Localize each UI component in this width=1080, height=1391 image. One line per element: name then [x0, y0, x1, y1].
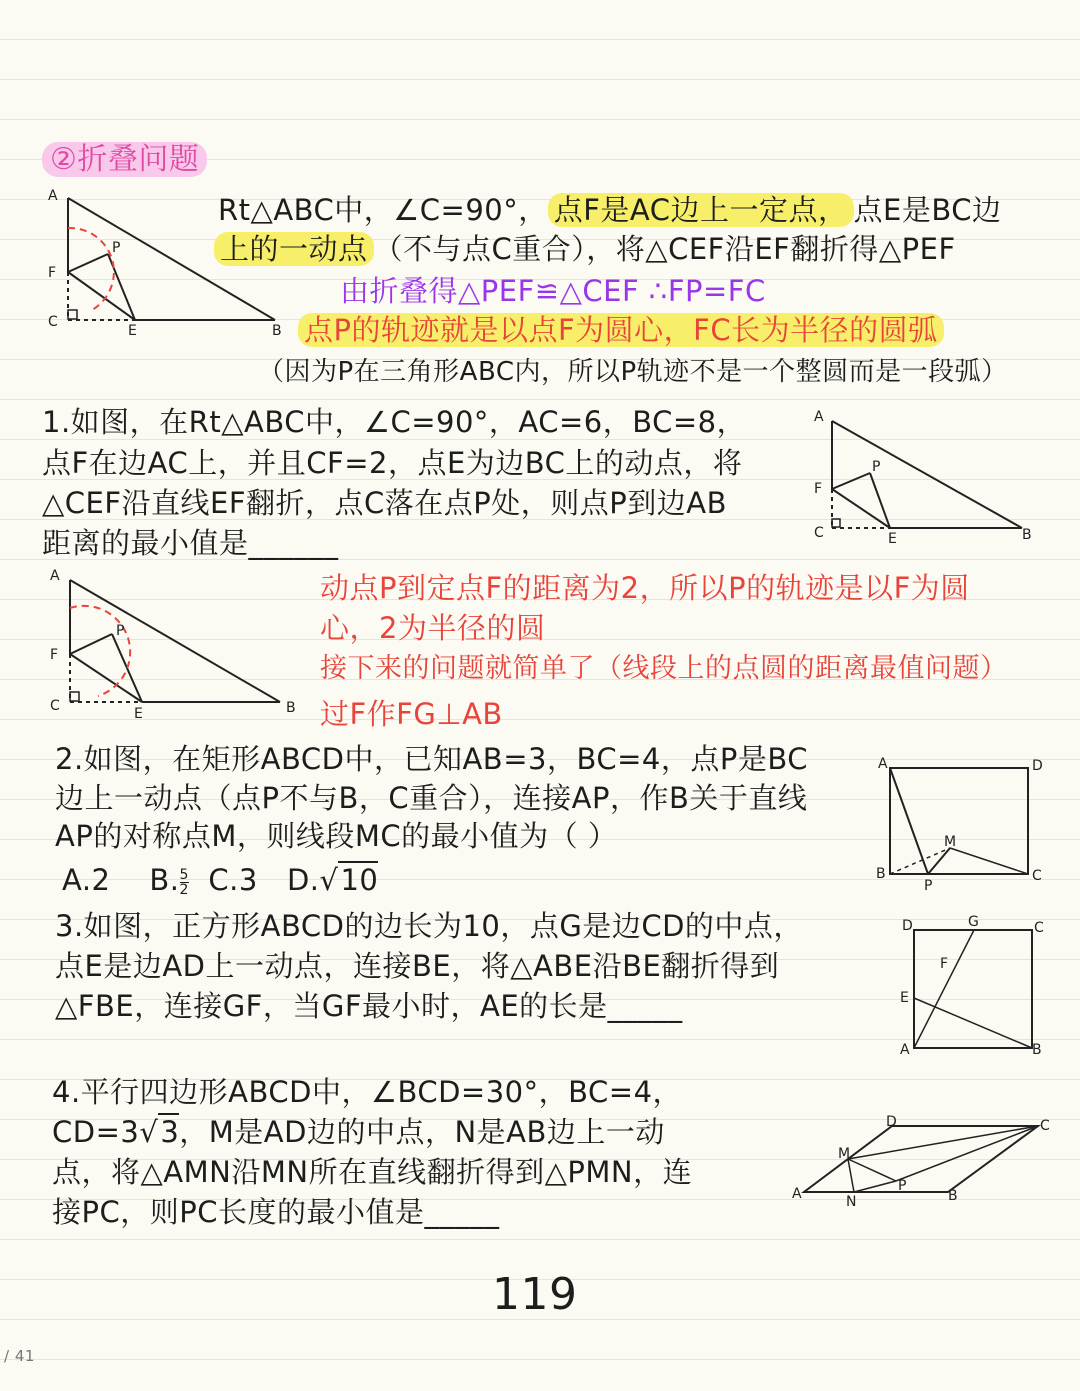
q1s-label-A: A — [50, 568, 60, 584]
q1-line3: △CEF沿直线EF翻折，点C落在点P处，则点P到边AB — [42, 486, 728, 520]
q1-label-P: P — [872, 459, 881, 475]
q4-line1: 4.平行四边形ABCD中，∠BCD=30°，BC=4， — [52, 1075, 683, 1109]
q2-option-b: B. $\frac{5}{2}$ — [149, 863, 189, 898]
page-indicator: / 41 — [4, 1347, 35, 1365]
q1-solution-line4: 过F作FG⊥AB — [320, 697, 503, 731]
q1s-label-P: P — [116, 623, 125, 639]
q1-figure — [808, 405, 1043, 545]
q3-label-D: D — [902, 918, 913, 934]
q1s-label-F: F — [50, 647, 59, 663]
section-title: ②折叠问题 — [42, 142, 207, 177]
q1-label-C: C — [814, 525, 824, 541]
q2-options — [62, 862, 378, 898]
q1s-label-B: B — [286, 700, 296, 716]
q1-line2: 点F在边AC上，并且CF=2，点E为边BC上的动点，将 — [42, 446, 743, 480]
label-B: B — [272, 323, 282, 339]
intro-note: （因为P在三角形ABC内，所以P轨迹不是一个整圆而是一段弧） — [258, 357, 1008, 387]
q4-label-A: A — [792, 1186, 802, 1202]
q4-line2: CD=3√3，M是AD边的中点，N是AB边上一动 — [52, 1115, 665, 1149]
q4-line4: 接PC，则PC长度的最小值是_____ — [52, 1195, 500, 1229]
q2-label-A: A — [878, 756, 888, 772]
q1-solution-line2: 心，2为半径的圆 — [320, 611, 546, 645]
q3-label-A: A — [900, 1042, 910, 1058]
q2-option-d: D.√10 — [286, 863, 379, 897]
q2-label-D: D — [1032, 758, 1043, 774]
q3-line3: △FBE，连接GF，当GF最小时，AE的长是_____ — [55, 989, 683, 1023]
q1-solution-figure — [42, 562, 307, 722]
intro-line2: 上的一动点 （不与点C重合），将△CEF沿EF翻折得△PEF — [214, 231, 956, 267]
q1-label-F: F — [814, 481, 823, 497]
q3-line2: 点E是边AD上一动点，连接BE，将△ABE沿BE翻折得到 — [55, 949, 780, 983]
page-number: 119 — [492, 1269, 578, 1320]
q4-label-N: N — [846, 1194, 857, 1210]
q4-label-M: M — [838, 1146, 851, 1162]
q2-label-B: B — [876, 866, 886, 882]
q3-label-C: C — [1034, 920, 1044, 936]
q4-label-C: C — [1040, 1118, 1050, 1134]
q2-line3: AP的对称点M，则线段MC的最小值为（ ） — [55, 819, 618, 853]
q3-label-B: B — [1032, 1042, 1042, 1058]
label-A: A — [48, 188, 58, 204]
q4-figure — [788, 1112, 1053, 1212]
q1-line4: 距离的最小值是______ — [42, 526, 339, 560]
q3-line1: 3.如图，正方形ABCD的边长为10，点G是边CD的中点， — [55, 909, 803, 943]
q2-label-P: P — [924, 878, 933, 894]
q2-label-C: C — [1032, 868, 1042, 884]
q1-solution-line3: 接下来的问题就简单了（线段上的点圆的距离最值问题） — [320, 653, 1008, 684]
q2-option-a: A.2 — [62, 863, 111, 897]
q2-line2: 边上一动点（点P不与B，C重合），连接AP，作B关于直线 — [55, 781, 808, 815]
label-C: C — [48, 314, 58, 330]
q3-label-E: E — [900, 990, 909, 1006]
q1s-label-C: C — [50, 698, 60, 714]
q1s-label-E: E — [134, 706, 143, 722]
q4-label-P: P — [898, 1178, 907, 1194]
q2-option-c: C.3 — [208, 863, 258, 897]
q1-solution-line1: 动点P到定点F的距离为2，所以P的轨迹是以F为圆 — [320, 571, 970, 605]
q4-label-B: B — [948, 1188, 958, 1204]
label-P: P — [112, 240, 121, 256]
q2-line1: 2.如图，在矩形ABCD中，已知AB=3，BC=4，点P是BC — [55, 742, 808, 776]
intro-conclusion: 点P的轨迹就是以点F为圆心，FC长为半径的圆弧 — [298, 313, 944, 347]
q1-line1: 1.如图，在Rt△ABC中，∠C=90°，AC=6，BC=8， — [42, 405, 747, 439]
q2-figure — [874, 752, 1054, 892]
q3-label-G: G — [968, 914, 979, 930]
q4-label-D: D — [886, 1114, 897, 1130]
q2-label-M: M — [944, 834, 957, 850]
label-E: E — [128, 323, 137, 339]
q1-label-B: B — [1022, 527, 1032, 543]
q4-line3: 点，将△AMN沿MN所在直线翻折得到△PMN，连 — [52, 1155, 693, 1189]
q1-label-A: A — [814, 409, 824, 425]
q1-label-E: E — [888, 531, 897, 547]
intro-line1: Rt△ABC中，∠C=90°， 点F是AC边上一定点， 点E是BC边 — [218, 193, 1002, 227]
q3-label-F: F — [940, 956, 949, 972]
label-F: F — [48, 265, 57, 281]
intro-purple: 由折叠得△PEF≌△CEF ∴FP=FC — [340, 274, 766, 308]
q3-figure — [896, 912, 1056, 1062]
